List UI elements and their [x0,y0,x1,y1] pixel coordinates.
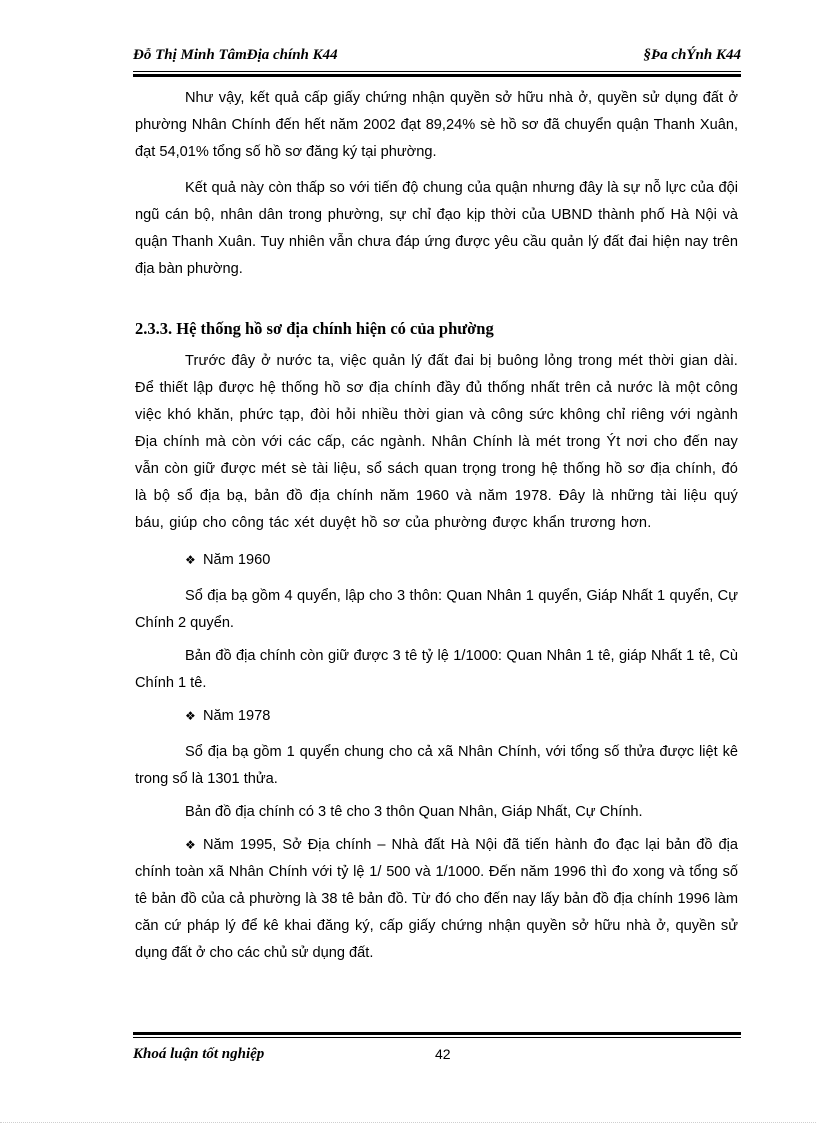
diamond-bullet-icon: ❖ [185,838,196,852]
header-author: Đỗ Thị Minh TâmĐịa chính K44 [133,47,338,63]
page-header [133,47,741,71]
footer-rule-thin [133,1037,741,1038]
bullet-text: Năm 1978 [203,708,271,724]
section-heading: 2.3.3. Hệ thống hồ sơ địa chính hiện có của phường [135,319,494,338]
header-class: §Þa chÝnh K44 [643,47,741,63]
bullet-paragraph [135,832,738,967]
paragraph: Bản đồ địa chính có 3 tê cho 3 thôn Quan Nhân, Giáp Nhất, Cự Chính. [185,804,643,820]
footer-title: Khoá luận tốt nghiệp [133,1046,265,1062]
document-body [135,85,738,976]
bullet-text: Năm 1960 [203,552,271,568]
bullet-paragraph-text: Năm 1995, Sở Địa chính – Nhà đất Hà Nội đã tiến hành đo đạc lại bản đồ địa chính toàn xã Nhân Chính với tỷ lệ 1/ 500 và 1/1000. Đến năm 1996 thì đo xong và tổng số tê bản đồ của cả phường là 38 tê bản đồ. Từ đó cho đến nay lấy bản đồ địa chính 1996 làm căn cứ pháp lý để kê khai đăng ký, cấp giấy chứng nhận quyền sở hữu nhà ở, quyền sử dụng đất ở cho các chủ sử dụng đất. [135,837,738,961]
diamond-bullet-icon: ❖ [185,709,196,723]
paragraph: Kết quả này còn thấp so với tiến độ chung của quận nhưng đây là sự nỗ lực của đội ngũ cán bộ, nhân dân trong phường, sự chỉ đạo kịp thời của UBND thành phố Hà Nội và quận Thanh Xuân. Tuy nhiên vẫn chưa đáp ứng được yêu cầu quản lý đất đai hiện nay trên địa bàn phường. [135,180,738,277]
header-rule-thick [133,74,741,77]
page-number: 42 [435,1046,451,1062]
paragraph: Sổ địa bạ gồm 4 quyển, lập cho 3 thôn: Quan Nhân 1 quyển, Giáp Nhất 1 quyển, Cự Chính 2 quyển. [135,588,738,631]
paragraph: Bản đồ địa chính còn giữ được 3 tê tỷ lệ 1/1000: Quan Nhân 1 tê, giáp Nhất 1 tê, Cù Chính 1 tê. [135,648,738,691]
page-footer [133,1046,741,1070]
header-rule-thin [133,71,741,72]
footer-rule-thick [133,1032,741,1035]
paragraph: Như vậy, kết quả cấp giấy chứng nhận quyền sở hữu nhà ở, quyền sử dụng đất ở phường Nhân Chính đến hết năm 2002 đạt 89,24% sè hồ sơ đã chuyển quận Thanh Xuân, đạt 54,01% tổng số hồ sơ đăng ký tại phường. [135,90,738,160]
paragraph: Trước đây ở nước ta, việc quản lý đất đai bị buông lỏng trong mét thời gian dài. Để thiết lập được hệ thống hồ sơ địa chính đầy đủ thống nhất trên cả nước là một công việc khó khăn, phức tạp, đòi hỏi nhiều thời gian và công sức không chỉ riêng với ngành Địa chính mà còn với các cấp, các ngành. Nhân Chính là mét trong Ýt nơi cho đến nay vẫn còn giữ được mét sè tài liệu, sổ sách quan trọng trong hệ thống hồ sơ địa chính, đó là bộ sổ địa bạ, bản đồ địa chính năm 1960 và năm 1978. Đây là những tài liệu quý báu, giúp cho công tác xét duyệt hồ sơ của phường được khẩn trương hơn. [135,353,738,531]
bullet-item [135,703,738,730]
paragraph: Sổ địa bạ gồm 1 quyển chung cho cả xã Nhân Chính, với tổng số thửa được liệt kê trong sổ là 1301 thửa. [135,744,738,787]
bullet-item [135,547,738,574]
diamond-bullet-icon: ❖ [185,553,196,567]
